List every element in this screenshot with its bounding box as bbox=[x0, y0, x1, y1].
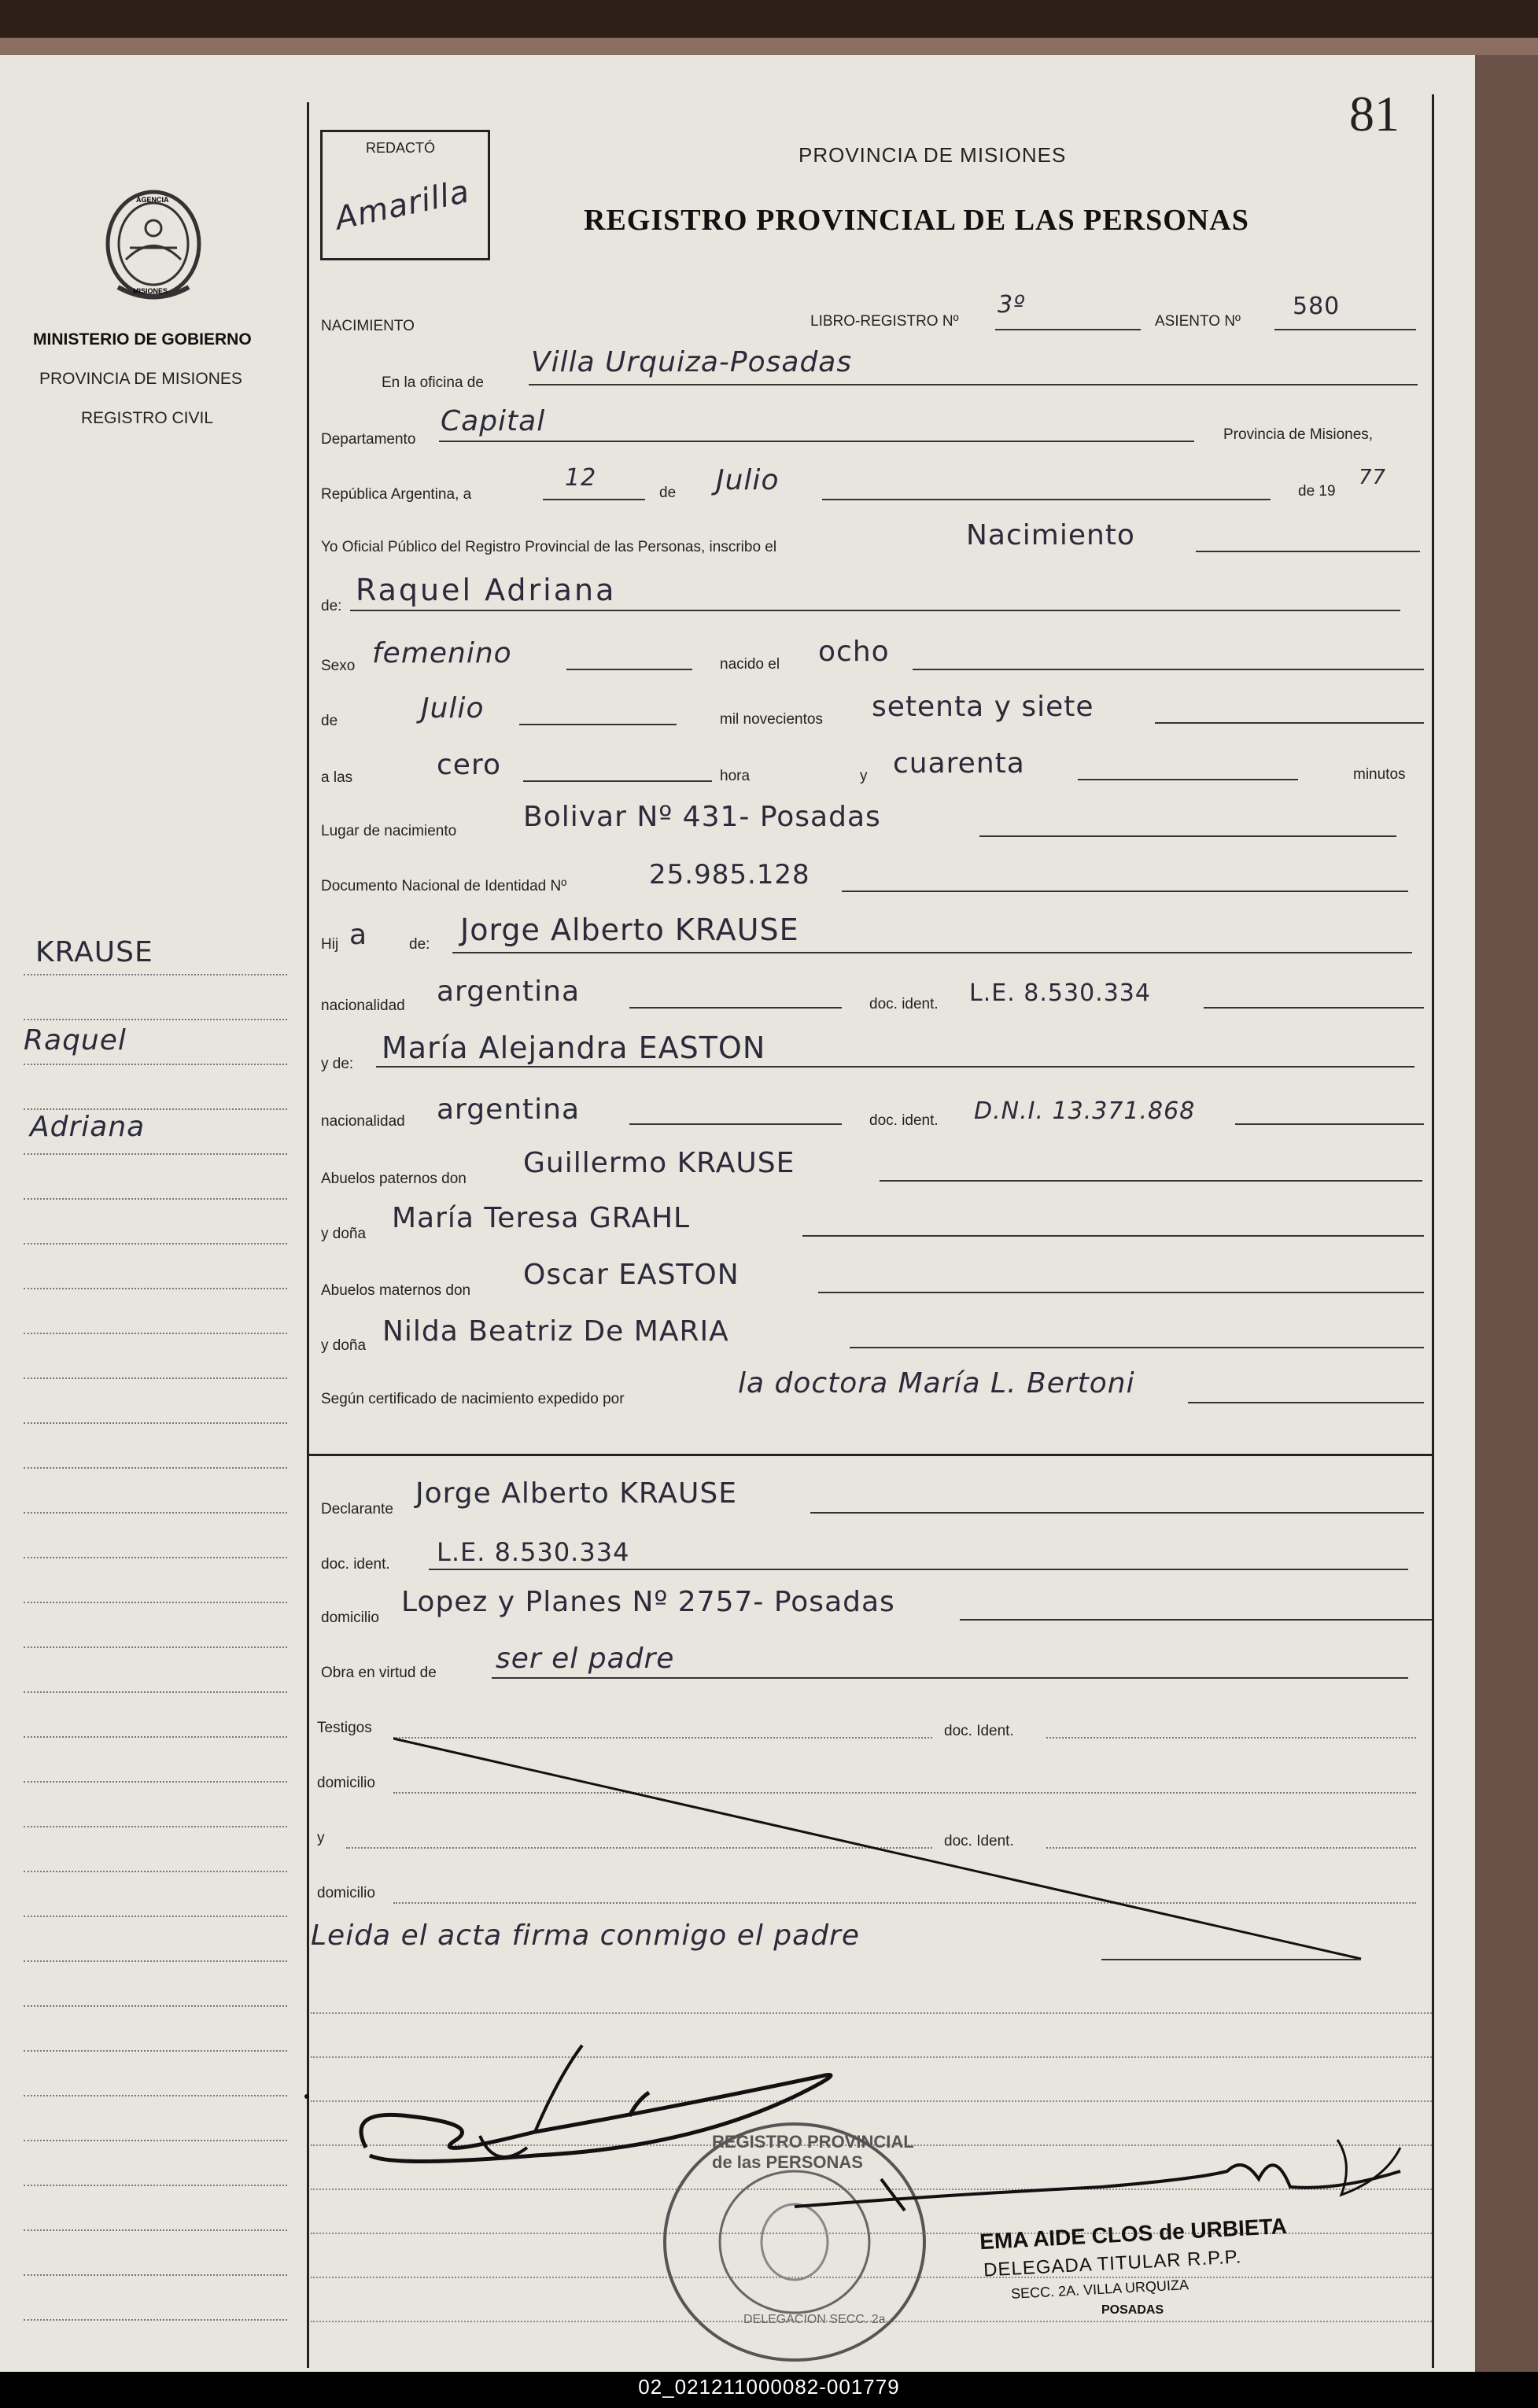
redacto-label: REDACTÓ bbox=[366, 140, 436, 156]
hora-line bbox=[523, 780, 712, 782]
domicilio-line bbox=[960, 1619, 1432, 1621]
margin-line bbox=[24, 2319, 287, 2321]
seal-top-text: AGENCIA bbox=[136, 196, 169, 204]
de-anio-label: de 19 bbox=[1298, 483, 1336, 500]
margin-line bbox=[24, 2095, 287, 2096]
nac-madre-line bbox=[629, 1123, 842, 1125]
asiento-label: ASIENTO Nº bbox=[1155, 313, 1241, 330]
margin-line bbox=[24, 2140, 287, 2141]
doc-declarante-line bbox=[429, 1569, 1408, 1570]
margin-line bbox=[24, 1781, 287, 1783]
mes-line bbox=[822, 499, 1271, 500]
margin-line bbox=[24, 1602, 287, 1603]
abuelos-m-label: Abuelos maternos don bbox=[321, 1282, 471, 1299]
mes2-value: Julio bbox=[421, 692, 485, 725]
nac-madre-label: nacionalidad bbox=[321, 1113, 405, 1130]
margin-middle-name: Adriana bbox=[30, 1111, 146, 1143]
page-number: 81 bbox=[1349, 86, 1400, 142]
doc-padre-line bbox=[1204, 1007, 1424, 1009]
margin-line bbox=[24, 1422, 287, 1424]
redacto-box bbox=[320, 130, 490, 260]
abuela-p-line bbox=[802, 1235, 1424, 1237]
margin-line bbox=[24, 1871, 287, 1872]
margin-line bbox=[24, 1736, 287, 1738]
anio-value: 77 bbox=[1359, 466, 1387, 489]
doc-madre-value: D.N.I. 13.371.868 bbox=[974, 1097, 1196, 1125]
sexo-label: Sexo bbox=[321, 658, 356, 674]
mes-value: Julio bbox=[716, 464, 780, 496]
y-de-label: y de: bbox=[321, 1056, 354, 1072]
abuela-p-value: María Teresa GRAHL bbox=[392, 1202, 691, 1234]
hij-value: a bbox=[349, 919, 368, 951]
nac-madre-value: argentina bbox=[437, 1093, 581, 1126]
provincia-label: Provincia de Misiones, bbox=[1223, 426, 1374, 443]
libro-label: LIBRO-REGISTRO Nº bbox=[810, 313, 959, 330]
margin-line bbox=[24, 1512, 287, 1514]
margin-line bbox=[24, 2274, 287, 2276]
doc-madre-label: doc. ident. bbox=[869, 1112, 939, 1129]
republica-label: República Argentina, a bbox=[321, 486, 472, 503]
margin-line bbox=[24, 2005, 287, 2007]
margin-line bbox=[24, 1153, 287, 1155]
leida-line bbox=[1101, 1959, 1361, 1960]
declarante-label: Declarante bbox=[321, 1501, 393, 1517]
libro-line bbox=[995, 329, 1141, 330]
margin-line bbox=[24, 1467, 287, 1469]
asiento-line bbox=[1274, 329, 1416, 330]
dia-line bbox=[543, 499, 645, 500]
y2-label: y bbox=[317, 1830, 325, 1846]
abuelo-p-line bbox=[880, 1180, 1422, 1182]
official-title: DELEGADA TITULAR R.P.P. bbox=[983, 2246, 1242, 2281]
abuelo-m-value: Oscar EASTON bbox=[523, 1259, 739, 1291]
margin-line bbox=[24, 1960, 287, 1962]
ministry-line2: PROVINCIA DE MISIONES bbox=[39, 370, 242, 388]
document-page bbox=[0, 55, 1475, 2376]
doc-ident3-label: doc. Ident. bbox=[944, 1723, 1014, 1739]
margin-first-name: Raquel bbox=[24, 1024, 127, 1056]
form-left-border bbox=[307, 102, 309, 2368]
doc-padre-label: doc. ident. bbox=[869, 996, 939, 1012]
margin-line bbox=[24, 2050, 287, 2052]
province-seal bbox=[98, 185, 208, 303]
mil-label: mil novecientos bbox=[720, 711, 823, 728]
official-name: EMA AIDE CLOS de URBIETA bbox=[979, 2213, 1288, 2255]
doc-declarante-value: L.E. 8.530.334 bbox=[437, 1537, 630, 1567]
oficial-label: Yo Oficial Público del Registro Provincial de las Personas, inscribo el bbox=[321, 539, 777, 555]
hora-label: hora bbox=[720, 768, 751, 784]
doc-madre-line bbox=[1235, 1123, 1424, 1125]
padre-value: Jorge Alberto KRAUSE bbox=[460, 913, 799, 947]
dia-value: 12 bbox=[565, 464, 597, 492]
de-nombre-label: de: bbox=[321, 598, 342, 614]
margin-line bbox=[24, 1647, 287, 1648]
testigos-label: Testigos bbox=[317, 1720, 372, 1736]
de-padre-label: de: bbox=[409, 936, 430, 953]
header-title: REGISTRO PROVINCIAL DE LAS PERSONAS bbox=[584, 204, 1249, 237]
abuela-m-line bbox=[850, 1347, 1424, 1348]
nac-padre-label: nacionalidad bbox=[321, 997, 405, 1014]
seal-bottom-text: MISIONES bbox=[133, 287, 168, 295]
dona-p-label: y doña bbox=[321, 1226, 367, 1242]
asiento-value: 580 bbox=[1293, 293, 1341, 320]
certificado-value: la doctora María L. Bertoni bbox=[738, 1367, 1135, 1399]
departamento-line bbox=[439, 441, 1194, 442]
mes2-line bbox=[519, 724, 677, 725]
dni-label: Documento Nacional de Identidad Nº bbox=[321, 878, 567, 894]
nac-padre-value: argentina bbox=[437, 975, 581, 1008]
nombre-value: Raquel Adriana bbox=[356, 573, 617, 607]
y-label: y bbox=[860, 768, 868, 784]
oficial-line bbox=[1196, 551, 1420, 552]
lugar-value: Bolivar Nº 431- Posadas bbox=[523, 801, 881, 833]
certificado-line bbox=[1188, 1402, 1424, 1403]
official-signature bbox=[787, 2132, 1416, 2218]
departamento-label: Departamento bbox=[321, 431, 416, 448]
official-section: SECC. 2A. VILLA URQUIZA bbox=[1010, 2277, 1189, 2302]
nacimiento-label: NACIMIENTO bbox=[321, 318, 415, 334]
nombre-line bbox=[350, 610, 1400, 611]
de2-label: de bbox=[321, 713, 338, 729]
sexo-line bbox=[566, 669, 692, 670]
minutos-line bbox=[1078, 779, 1298, 780]
de-label: de bbox=[659, 485, 677, 501]
domicilio3-label: domicilio bbox=[317, 1885, 375, 1901]
section-divider bbox=[308, 1454, 1432, 1456]
stamp-ring-text: REGISTRO PROVINCIAL de las PERSONAS bbox=[712, 2132, 914, 2172]
abuelo-p-value: Guillermo KRAUSE bbox=[523, 1147, 795, 1179]
nacido-line bbox=[913, 669, 1424, 670]
margin-line bbox=[24, 1064, 287, 1065]
footer-id: 02_021211000082-001779 bbox=[638, 2375, 900, 2399]
minutos-value: cuarenta bbox=[893, 747, 1025, 780]
margin-line bbox=[24, 974, 287, 975]
nacido-value: ocho bbox=[818, 636, 890, 668]
lugar-line bbox=[979, 835, 1396, 837]
padre-line bbox=[452, 952, 1412, 953]
margin-line bbox=[24, 1557, 287, 1558]
dni-value: 25.985.128 bbox=[649, 859, 810, 891]
margin-line bbox=[24, 1198, 287, 1200]
margin-line bbox=[24, 1377, 287, 1379]
libro-value: 3º bbox=[998, 291, 1026, 319]
oficina-label: En la oficina de bbox=[382, 374, 484, 391]
madre-value: María Alejandra EASTON bbox=[382, 1031, 766, 1065]
departamento-value: Capital bbox=[441, 405, 546, 437]
margin-line bbox=[24, 1333, 287, 1334]
mil-value: setenta y siete bbox=[872, 691, 1094, 723]
margin-line bbox=[24, 1691, 287, 1693]
oficial-value: Nacimiento bbox=[966, 519, 1135, 551]
margin-line bbox=[24, 1288, 287, 1289]
abuela-m-value: Nilda Beatriz De MARIA bbox=[382, 1315, 729, 1348]
obra-value: ser el padre bbox=[496, 1643, 675, 1675]
dona-m-label: y doña bbox=[321, 1337, 367, 1354]
domicilio-label: domicilio bbox=[321, 1610, 379, 1626]
minutos-label: minutos bbox=[1353, 766, 1406, 783]
madre-line bbox=[376, 1066, 1414, 1068]
stamp-inner-text: DELEGACION SECC. 2a bbox=[743, 2313, 886, 2326]
abuelo-m-line bbox=[818, 1292, 1424, 1293]
margin-line bbox=[24, 1019, 287, 1020]
page-edge-shadow bbox=[1475, 55, 1538, 2376]
margin-line bbox=[24, 1243, 287, 1245]
hij-label: Hij bbox=[321, 936, 339, 953]
declarante-value: Jorge Alberto KRAUSE bbox=[415, 1477, 738, 1510]
oficina-line bbox=[529, 384, 1418, 385]
sexo-value: femenino bbox=[372, 637, 512, 669]
mil-line bbox=[1155, 722, 1424, 724]
official-city: POSADAS bbox=[1101, 2303, 1164, 2317]
form-right-border bbox=[1432, 94, 1434, 2368]
domicilio2-label: domicilio bbox=[317, 1775, 375, 1791]
declarante-line bbox=[810, 1512, 1424, 1514]
doc-padre-value: L.E. 8.530.334 bbox=[969, 979, 1151, 1007]
margin-line bbox=[24, 2229, 287, 2231]
nacido-label: nacido el bbox=[720, 656, 780, 673]
lugar-label: Lugar de nacimiento bbox=[321, 823, 457, 839]
leida-value: Leida el acta firma conmigo el padre bbox=[311, 1919, 861, 1952]
oficina-value: Villa Urquiza-Posadas bbox=[531, 346, 853, 378]
obra-label: Obra en virtud de bbox=[321, 1665, 437, 1681]
nac-padre-line bbox=[629, 1007, 842, 1009]
certificado-label: Según certificado de nacimiento expedido por bbox=[321, 1391, 625, 1407]
margin-line bbox=[24, 1916, 287, 1917]
domicilio-value: Lopez y Planes Nº 2757- Posadas bbox=[401, 1586, 895, 1618]
obra-line bbox=[492, 1677, 1408, 1679]
margin-line bbox=[24, 2185, 287, 2186]
redacto-signature: Amarilla bbox=[332, 173, 474, 238]
dni-line bbox=[842, 891, 1408, 892]
margin-line bbox=[24, 1108, 287, 1110]
header-province: PROVINCIA DE MISIONES bbox=[799, 143, 1067, 167]
hora-value: cero bbox=[437, 749, 501, 781]
blank-line bbox=[311, 2012, 1432, 2014]
doc-ident2-label: doc. ident. bbox=[321, 1556, 390, 1573]
a-las-label: a las bbox=[321, 769, 353, 786]
abuelos-p-label: Abuelos paternos don bbox=[321, 1171, 467, 1187]
doc-ident4-label: doc. Ident. bbox=[944, 1833, 1014, 1849]
ministry-line1: MINISTERIO DE GOBIERNO bbox=[33, 330, 252, 348]
margin-surname: KRAUSE bbox=[35, 936, 153, 968]
margin-line bbox=[24, 1826, 287, 1827]
ministry-line3: REGISTRO CIVIL bbox=[81, 409, 214, 427]
